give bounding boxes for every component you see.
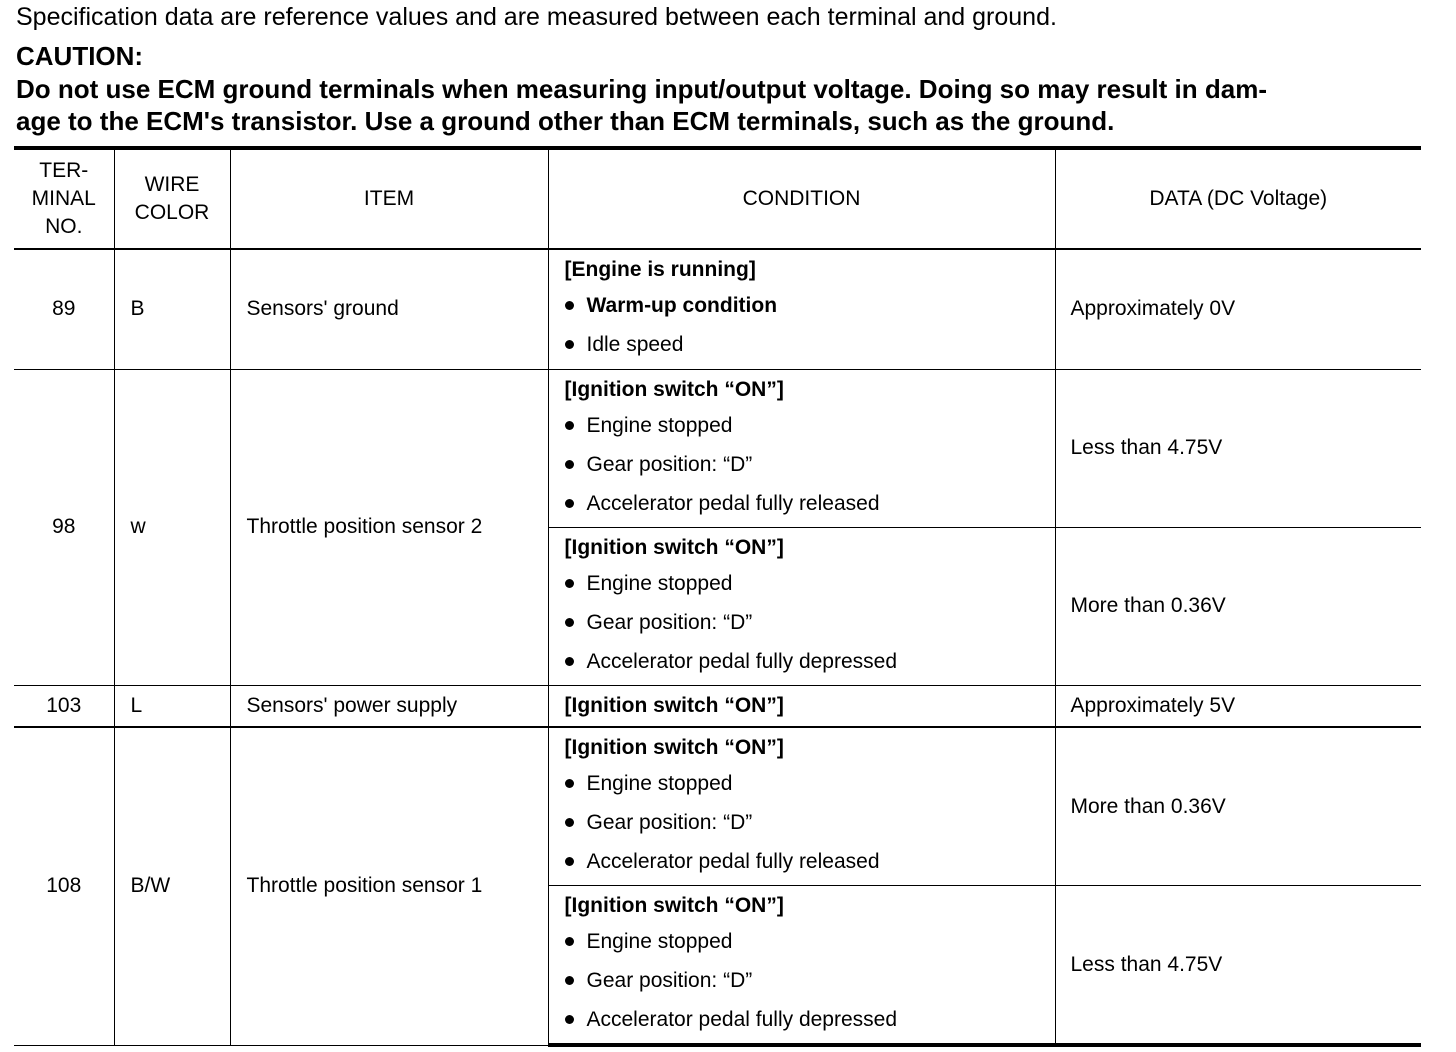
caution-line-1: Do not use ECM ground terminals when measuring input/output voltage. Doing so may result in dam- <box>16 74 1267 104</box>
data-value: More than 0.36V <box>1055 727 1421 886</box>
data-value: Approximately 0V <box>1055 249 1421 369</box>
bullet-icon <box>565 857 574 866</box>
bullet-icon <box>565 499 574 508</box>
condition <box>548 369 1055 527</box>
header-wire-line: COLOR <box>134 201 210 224</box>
intro-text: Specification data are reference values and are measured between each terminal and ground. <box>16 3 1057 31</box>
caution-body <box>16 73 1426 137</box>
condition-heading: [Ignition switch “ON”] <box>564 736 784 759</box>
condition-bullet-text: Gear position: “D” <box>586 811 753 834</box>
table-row <box>14 369 1421 527</box>
condition-bullet <box>565 325 1055 364</box>
condition-bullet <box>565 484 1055 523</box>
condition <box>548 249 1055 369</box>
bullet-icon <box>565 1015 574 1024</box>
terminal-spec-table <box>14 146 1421 1047</box>
condition-bullet <box>565 922 1055 961</box>
condition-bullet-text: Engine stopped <box>586 930 733 953</box>
item: Throttle position sensor 2 <box>230 369 548 685</box>
header-terminal-line: MINAL <box>31 187 96 210</box>
bullet-icon <box>565 421 574 430</box>
header-wire-color <box>114 148 230 249</box>
table-header-row <box>14 148 1421 249</box>
header-terminal-line: NO. <box>45 215 83 238</box>
condition-bullet-text: Engine stopped <box>586 772 733 795</box>
item: Throttle position sensor 1 <box>230 727 548 1045</box>
wire-color: w <box>114 369 230 685</box>
terminal-no: 89 <box>14 249 114 369</box>
condition-bullet-text: Warm-up condition <box>586 294 778 318</box>
caution-title: CAUTION: <box>16 41 144 71</box>
condition-bullet <box>565 842 1055 881</box>
condition-bullet <box>565 406 1055 445</box>
bullet-icon <box>565 301 574 310</box>
condition: [Ignition switch “ON”] <box>548 685 1055 727</box>
bullet-icon <box>565 937 574 946</box>
condition <box>548 727 1055 886</box>
bullet-icon <box>565 818 574 827</box>
condition <box>548 886 1055 1046</box>
condition-bullet-text: Gear position: “D” <box>586 610 753 634</box>
condition-bullet <box>565 803 1055 842</box>
data-value: More than 0.36V <box>1055 527 1421 685</box>
condition-bullet <box>565 764 1055 803</box>
bullet-icon <box>565 340 574 349</box>
table-row <box>14 727 1421 886</box>
wire-color: L <box>114 685 230 727</box>
header-terminal-line: TER- <box>39 159 89 182</box>
caution-line-2: age to the ECM's transistor. Use a ground other than ECM terminals, such as the ground. <box>16 106 1115 136</box>
item: Sensors' ground <box>230 249 548 369</box>
condition-bullet-text: Idle speed <box>586 333 684 357</box>
condition-bullet <box>565 564 1055 603</box>
bullet-icon <box>565 657 574 666</box>
bullet-icon <box>565 579 574 588</box>
terminal-no: 108 <box>14 727 114 1045</box>
condition-bullet-text: Accelerator pedal fully depressed <box>586 1008 898 1031</box>
condition-bullet-text: Engine stopped <box>586 413 733 437</box>
wire-color: B/W <box>114 727 230 1045</box>
table-row <box>14 249 1421 369</box>
bullet-icon <box>565 460 574 469</box>
condition-bullet <box>565 286 1055 325</box>
terminal-no: 103 <box>14 685 114 727</box>
terminal-no: 98 <box>14 369 114 685</box>
condition-heading: [Ignition switch “ON”] <box>564 535 784 559</box>
table-row <box>14 685 1421 727</box>
condition-bullet <box>565 961 1055 1000</box>
condition-bullet-text: Gear position: “D” <box>586 452 753 476</box>
data-value: Less than 4.75V <box>1055 369 1421 527</box>
condition-heading: [Ignition switch “ON”] <box>564 894 784 917</box>
condition-bullet-text: Accelerator pedal fully depressed <box>586 649 898 673</box>
bullet-icon <box>565 618 574 627</box>
item: Sensors' power supply <box>230 685 548 727</box>
condition-bullet-text: Gear position: “D” <box>586 969 753 992</box>
condition <box>548 527 1055 685</box>
condition-bullet-text: Engine stopped <box>586 571 733 595</box>
data-value: Approximately 5V <box>1055 685 1421 727</box>
data-value: Less than 4.75V <box>1055 886 1421 1046</box>
header-item: ITEM <box>230 148 548 249</box>
condition-bullet <box>565 603 1055 642</box>
bullet-icon <box>565 976 574 985</box>
header-terminal-no <box>14 148 114 249</box>
header-data: DATA (DC Voltage) <box>1055 148 1421 249</box>
wire-color: B <box>114 249 230 369</box>
condition-heading: [Ignition switch “ON”] <box>564 377 784 401</box>
condition-bullet <box>565 642 1055 681</box>
bullet-icon <box>565 779 574 788</box>
condition-bullet <box>565 445 1055 484</box>
condition-heading: [Engine is running] <box>564 258 756 282</box>
header-condition: CONDITION <box>548 148 1055 249</box>
condition-bullet-text: Accelerator pedal fully released <box>586 491 880 515</box>
condition-bullet-text: Accelerator pedal fully released <box>586 850 880 873</box>
header-wire-line: WIRE <box>144 173 200 196</box>
condition-bullet <box>565 1000 1055 1039</box>
